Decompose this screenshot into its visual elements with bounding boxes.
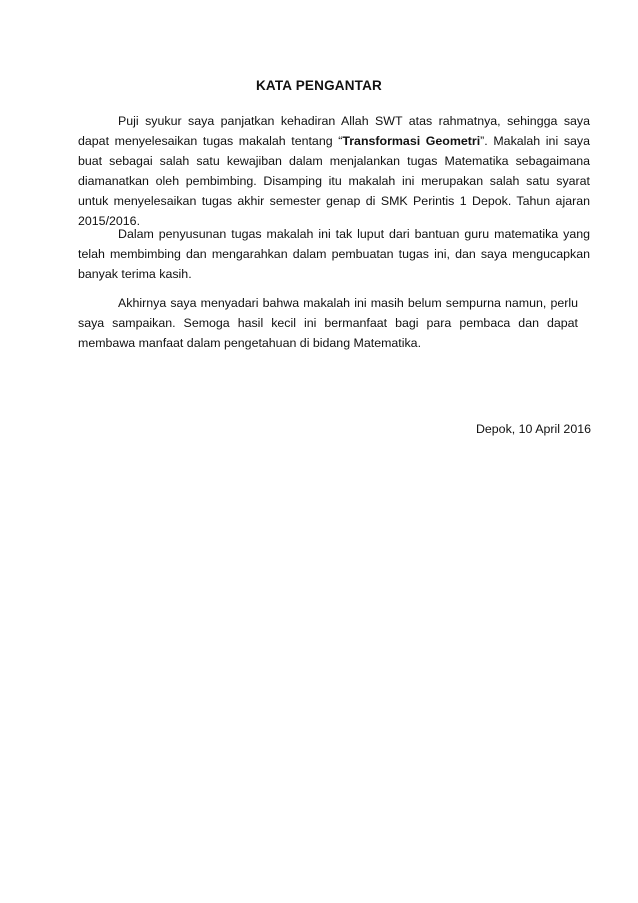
page-title: KATA PENGANTAR	[255, 78, 383, 93]
paragraph-closing: Akhirnya saya menyadari bahwa makalah ini masih belum sempurna namun, perlu saya sampaikan. Semoga hasil kecil ini bermanfaat bagi para pembaca dan dapat membawa manfaat dalam pengetahuan di bidang Matematika.	[78, 296, 578, 350]
paragraph-intro	[78, 111, 590, 231]
paragraph-intro-start: Puji syukur saya panjatkan kehadiran Allah SWT atas rahmatnya, sehingga saya dapat menyelesaikan tugas makalah tentang “	[78, 114, 590, 148]
paragraph-intro-end: ”. Makalah ini saya buat sebagai salah satu kewajiban dalam menjalankan tugas Matematika sebagaimana diamanatkan oleh pembimbing. Disamping itu makalah ini merupakan salah satu syarat untuk menyelesaikan tugas akhir semester genap di SMK Perintis 1 Depok. Tahun ajaran 2015/2016.	[78, 134, 590, 228]
place-date-signoff: Depok, 10 April 2016	[475, 422, 591, 436]
paragraph-acknowledgement: Dalam penyusunan tugas makalah ini tak luput dari bantuan guru matematika yang telah membimbing dan mengarahkan dalam pembuatan tugas ini, dan saya mengucapkan banyak terima kasih.	[78, 227, 590, 281]
topic-emphasis: Transformasi Geometri	[342, 134, 481, 148]
